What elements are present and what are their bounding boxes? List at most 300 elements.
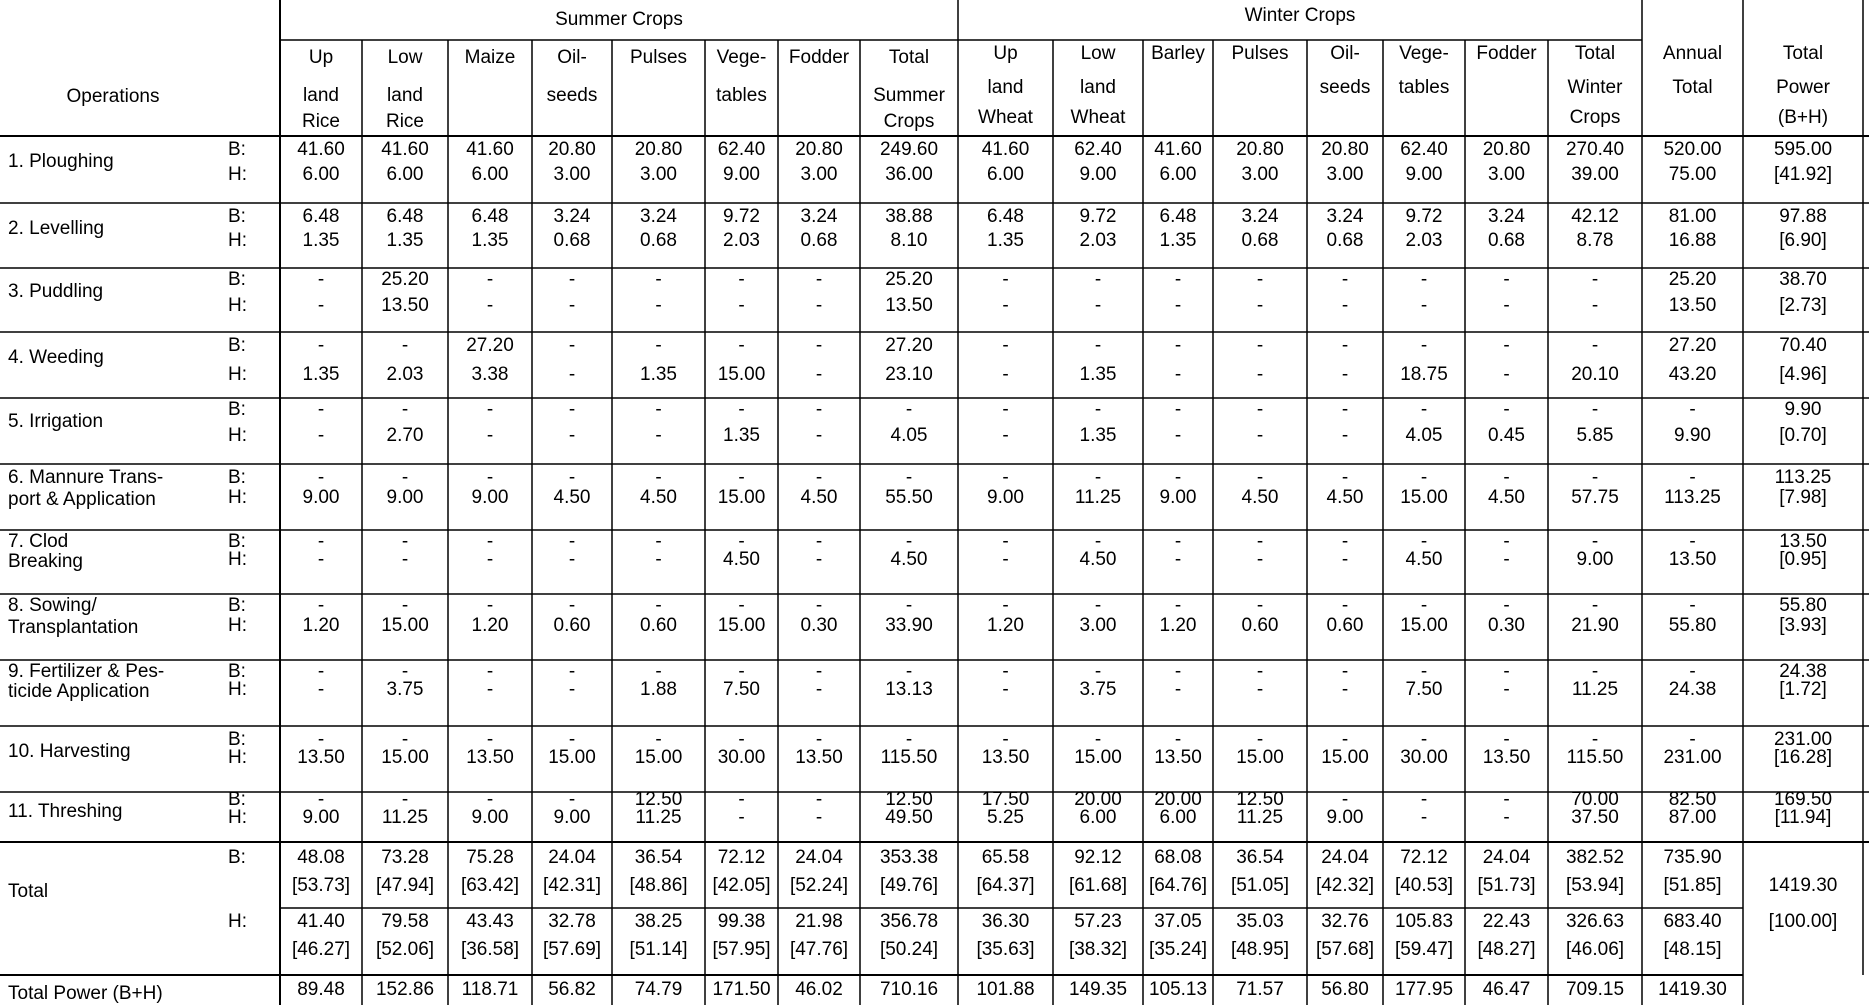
- h-value: -: [317, 679, 325, 700]
- b-value: -: [1689, 467, 1696, 488]
- b-value: -: [655, 269, 662, 290]
- winter-crops-header: Winter Crops: [1244, 5, 1356, 26]
- total-b-value: 24.04: [1321, 847, 1369, 868]
- h-value: 8.78: [1576, 230, 1614, 251]
- b-value: -: [1174, 531, 1182, 552]
- h-value: -: [815, 364, 823, 385]
- total-h-value: 43.43: [466, 911, 514, 932]
- total-b-value: 36.54: [634, 847, 683, 868]
- h-value: 3.00: [1079, 615, 1117, 636]
- b-value: 82.50: [1668, 789, 1717, 810]
- b-value: 62.40: [1400, 139, 1448, 160]
- total-h-percent: [48.95]: [1230, 939, 1290, 960]
- total-b-percent: [63.42]: [460, 875, 520, 896]
- h-value: -: [738, 807, 745, 828]
- column-header: tables: [1398, 77, 1450, 98]
- h-value: 0.30: [1488, 615, 1525, 636]
- h-value: 3.75: [1079, 679, 1117, 700]
- h-value: -: [1503, 807, 1510, 828]
- total-b-value: 72.12: [1400, 847, 1448, 868]
- total-b-percent: [52.24]: [789, 875, 849, 896]
- b-value: 9.90: [1784, 399, 1822, 420]
- b-value: 20.00: [1074, 789, 1122, 810]
- b-value: -: [1503, 729, 1510, 750]
- b-value: 20.00: [1154, 789, 1202, 810]
- column-header: Summer: [873, 85, 945, 106]
- column-header: Up: [308, 47, 334, 68]
- b-value: -: [1341, 729, 1349, 750]
- operation-label: 10. Harvesting: [8, 741, 131, 762]
- b-value: -: [317, 467, 325, 488]
- total-b-percent: [42.05]: [712, 875, 771, 896]
- column-header: land: [303, 85, 339, 106]
- total-power-value: 1419.30: [1658, 979, 1727, 1000]
- b-value: -: [1256, 729, 1264, 750]
- h-value: 0.60: [1326, 615, 1364, 636]
- h-value: 15.00: [1321, 747, 1369, 768]
- total-h-percent: [35.63]: [976, 939, 1035, 960]
- h-value: 13.50: [1482, 747, 1531, 768]
- column-header: Barley: [1151, 43, 1205, 64]
- b-value: -: [568, 729, 576, 750]
- h-value: -: [738, 295, 745, 316]
- h-value: 1.35: [1079, 364, 1117, 385]
- b-value: 24.38: [1779, 661, 1827, 682]
- b-value: -: [738, 789, 745, 810]
- h-marker: H:: [228, 487, 247, 508]
- total-h-percent: [48.27]: [1477, 939, 1536, 960]
- total-power-label: Total Power (B+H): [8, 983, 163, 1004]
- h-value: -: [317, 425, 325, 446]
- b-value: 38.88: [885, 206, 933, 227]
- total-b-value: 735.90: [1663, 847, 1722, 868]
- column-header: land: [387, 85, 423, 106]
- b-value: -: [1689, 661, 1696, 682]
- h-value: 4.50: [1405, 549, 1443, 570]
- total-power-value: 149.35: [1068, 979, 1128, 1000]
- column-header: Total: [1672, 77, 1713, 98]
- total-b-percent: [61.68]: [1068, 875, 1128, 896]
- total-h-value: 683.40: [1663, 911, 1722, 932]
- h-value: -: [1341, 549, 1349, 570]
- h-value: 9.00: [386, 487, 424, 508]
- total-b-percent: [42.31]: [542, 875, 602, 896]
- b-value: -: [1420, 269, 1428, 290]
- b-value: 97.88: [1779, 206, 1827, 227]
- column-header: Fodder: [788, 47, 850, 68]
- total-power-value: 118.71: [461, 979, 519, 1000]
- b-value: -: [815, 399, 823, 420]
- b-marker: B:: [228, 729, 246, 750]
- h-value: 13.50: [1668, 549, 1717, 570]
- operation-label: port & Application: [8, 489, 156, 510]
- h-value: -: [1174, 425, 1182, 446]
- h-value: 1.20: [471, 615, 509, 636]
- column-header: Rice: [301, 111, 341, 132]
- total-b-percent: [42.32]: [1315, 875, 1375, 896]
- h-value: -: [1503, 679, 1510, 700]
- h-value: 11.25: [1074, 487, 1122, 508]
- b-value: 3.24: [553, 206, 591, 227]
- b-value: -: [905, 467, 913, 488]
- total-power-value: 171.50: [712, 979, 771, 1000]
- b-value: -: [905, 595, 913, 616]
- h-value: -: [1174, 549, 1182, 570]
- operation-label: 5. Irrigation: [8, 411, 104, 432]
- b-value: 20.80: [795, 139, 843, 160]
- b-value: -: [738, 531, 745, 552]
- h-value: 20.10: [1571, 364, 1619, 385]
- b-value: 12.50: [885, 789, 933, 810]
- total-h-percent: [50.24]: [879, 939, 939, 960]
- b-value: -: [1420, 531, 1428, 552]
- total-h-value: 99.38: [717, 911, 766, 932]
- h-value: 113.25: [1664, 487, 1721, 508]
- h-value: 0.45: [1488, 425, 1525, 446]
- h-value: 3.00: [800, 164, 838, 185]
- total-h-percent: [51.14]: [629, 939, 688, 960]
- column-header: Low: [387, 47, 423, 68]
- b-value: -: [1591, 467, 1599, 488]
- summer-crops-header: Summer Crops: [555, 9, 683, 30]
- h-value: 0.68: [640, 230, 677, 251]
- column-header: Winter: [1567, 77, 1623, 98]
- column-header: seeds: [1319, 77, 1371, 98]
- column-header: Oil-: [557, 47, 587, 68]
- h-value: 18.75: [1400, 364, 1448, 385]
- h-value: 9.00: [1159, 487, 1197, 508]
- column-header: Wheat: [1070, 107, 1126, 128]
- b-value: -: [1341, 789, 1349, 810]
- h-value: 11.25: [635, 807, 682, 828]
- b-value: 20.80: [548, 139, 596, 160]
- b-value: -: [1420, 335, 1428, 356]
- h-value: 9.00: [553, 807, 591, 828]
- b-value: -: [1094, 269, 1102, 290]
- b-value: -: [1341, 335, 1349, 356]
- column-header: Vege-: [1399, 43, 1449, 64]
- h-value: 30.00: [1400, 747, 1448, 768]
- h-value: [4.96]: [1779, 364, 1827, 385]
- b-marker: B:: [228, 531, 246, 552]
- b-value: 9.72: [1079, 206, 1117, 227]
- h-value: 15.00: [1400, 487, 1448, 508]
- operation-label: 9. Fertilizer & Pes-: [8, 661, 165, 682]
- h-marker: H:: [228, 164, 247, 185]
- total-h-percent: [48.15]: [1663, 939, 1722, 960]
- h-value: 1.35: [471, 230, 509, 251]
- h-value: 3.00: [553, 164, 591, 185]
- b-value: -: [317, 789, 325, 810]
- column-header: Total: [1782, 43, 1824, 64]
- total-h-percent: [52.06]: [375, 939, 435, 960]
- operation-label: ticide Application: [8, 681, 150, 702]
- b-value: 20.80: [1236, 139, 1284, 160]
- column-header: tables: [716, 85, 767, 106]
- column-header: land: [987, 77, 1024, 98]
- h-value: -: [655, 549, 662, 570]
- h-value: 36.00: [885, 164, 933, 185]
- total-b-percent: [47.94]: [375, 875, 435, 896]
- b-value: -: [401, 531, 409, 552]
- b-value: -: [738, 729, 745, 750]
- b-value: 595.00: [1773, 139, 1833, 160]
- b-value: -: [1002, 595, 1009, 616]
- h-marker: H:: [228, 364, 247, 385]
- b-value: -: [1174, 399, 1182, 420]
- b-marker: B:: [228, 269, 246, 290]
- h-value: -: [1002, 679, 1009, 700]
- h-value: [16.28]: [1773, 747, 1833, 768]
- total-h-value: 36.30: [981, 911, 1030, 932]
- b-value: -: [1341, 399, 1349, 420]
- h-value: [0.70]: [1779, 425, 1827, 446]
- b-value: 3.24: [1241, 206, 1279, 227]
- b-value: -: [568, 661, 576, 682]
- h-value: 1.20: [1159, 615, 1197, 636]
- total-b-value: 24.04: [548, 847, 596, 868]
- h-value: 15.00: [717, 364, 766, 385]
- b-value: -: [738, 335, 745, 356]
- b-value: 70.40: [1779, 335, 1827, 356]
- h-value: 7.50: [723, 679, 760, 700]
- total-power-value: 152.86: [375, 979, 435, 1000]
- operation-label: 2. Levelling: [8, 218, 105, 239]
- h-value: 13.50: [795, 747, 843, 768]
- h-value: 11.25: [381, 807, 429, 828]
- b-value: -: [1689, 595, 1696, 616]
- b-value: -: [1094, 467, 1102, 488]
- b-value: -: [1256, 531, 1264, 552]
- b-value: -: [401, 467, 409, 488]
- b-value: -: [1341, 269, 1349, 290]
- b-value: 27.20: [466, 335, 514, 356]
- b-value: -: [1503, 467, 1510, 488]
- b-value: 13.50: [1779, 531, 1827, 552]
- h-value: 21.90: [1571, 615, 1619, 636]
- b-value: -: [1341, 661, 1349, 682]
- total-h-value: 356.78: [879, 911, 939, 932]
- column-header: Crops: [883, 111, 935, 132]
- total-b-value: 382.52: [1565, 847, 1625, 868]
- total-b-value: 65.58: [981, 847, 1030, 868]
- operation-label: 8. Sowing/: [8, 595, 97, 616]
- h-value: 0.60: [1241, 615, 1279, 636]
- b-value: -: [401, 399, 409, 420]
- operation-label: Breaking: [8, 551, 83, 572]
- b-value: 62.40: [717, 139, 766, 160]
- h-value: -: [1002, 364, 1009, 385]
- h-value: 37.50: [1571, 807, 1619, 828]
- h-value: -: [1503, 295, 1510, 316]
- h-value: 1.35: [386, 230, 424, 251]
- b-value: -: [1420, 729, 1428, 750]
- grand-total: 1419.30: [1768, 875, 1838, 896]
- b-marker: B:: [228, 335, 246, 356]
- b-value: -: [905, 729, 913, 750]
- column-header: seeds: [546, 85, 598, 106]
- b-value: -: [1174, 661, 1182, 682]
- b-value: -: [1002, 661, 1009, 682]
- h-value: 9.00: [302, 487, 340, 508]
- b-value: 6.48: [987, 206, 1024, 227]
- column-header: Oil-: [1330, 43, 1360, 64]
- h-value: 4.50: [1241, 487, 1279, 508]
- b-value: 231.00: [1773, 729, 1833, 750]
- h-value: -: [568, 549, 576, 570]
- total-b-percent: [53.73]: [291, 875, 351, 896]
- operation-label: 4. Weeding: [8, 347, 104, 368]
- b-value: -: [1420, 661, 1428, 682]
- h-value: 0.68: [800, 230, 838, 251]
- b-value: -: [738, 661, 745, 682]
- column-header: Fodder: [1476, 43, 1537, 64]
- b-value: -: [317, 399, 325, 420]
- h-marker: H:: [228, 911, 247, 932]
- h-value: -: [568, 425, 576, 446]
- h-value: 4.50: [1326, 487, 1364, 508]
- b-value: 62.40: [1074, 139, 1122, 160]
- b-value: -: [568, 399, 576, 420]
- b-value: 38.70: [1779, 269, 1827, 290]
- b-value: -: [1174, 335, 1182, 356]
- b-value: -: [1256, 661, 1264, 682]
- b-value: 113.25: [1774, 467, 1832, 488]
- operation-label: 6. Mannure Trans-: [8, 467, 164, 488]
- h-value: 15.00: [634, 747, 683, 768]
- b-value: -: [1256, 467, 1264, 488]
- h-value: -: [1002, 549, 1009, 570]
- h-value: 6.00: [471, 164, 509, 185]
- b-marker: B:: [228, 467, 246, 488]
- h-value: 4.50: [553, 487, 591, 508]
- b-value: -: [1002, 531, 1009, 552]
- h-value: 9.90: [1674, 425, 1711, 446]
- b-value: -: [401, 729, 409, 750]
- b-value: 249.60: [879, 139, 939, 160]
- b-value: -: [1002, 399, 1009, 420]
- b-value: -: [486, 399, 494, 420]
- h-value: 15.00: [1400, 615, 1448, 636]
- h-value: 4.50: [723, 549, 760, 570]
- h-value: 9.00: [987, 487, 1024, 508]
- total-b-percent: [40.53]: [1394, 875, 1454, 896]
- h-value: 57.75: [1571, 487, 1619, 508]
- total-h-percent: [38.32]: [1068, 939, 1128, 960]
- b-value: 41.60: [1154, 139, 1202, 160]
- b-value: -: [1341, 531, 1349, 552]
- h-value: 6.00: [386, 164, 424, 185]
- h-value: 0.68: [1326, 230, 1364, 251]
- b-value: -: [568, 335, 576, 356]
- total-h-value: 21.98: [795, 911, 843, 932]
- b-value: -: [1591, 269, 1599, 290]
- h-value: 4.50: [1488, 487, 1525, 508]
- h-value: -: [1503, 364, 1510, 385]
- h-value: 13.50: [981, 747, 1030, 768]
- h-value: -: [317, 295, 325, 316]
- total-b-value: 48.08: [297, 847, 345, 868]
- h-value: -: [1174, 679, 1182, 700]
- h-value: -: [815, 425, 823, 446]
- b-value: -: [738, 399, 745, 420]
- b-value: -: [486, 595, 494, 616]
- b-value: -: [1094, 531, 1102, 552]
- total-power-value: 89.48: [297, 979, 345, 1000]
- h-value: 9.00: [302, 807, 340, 828]
- b-value: -: [1094, 729, 1102, 750]
- h-value: 1.35: [640, 364, 677, 385]
- h-value: 9.00: [1576, 549, 1614, 570]
- h-value: 2.03: [1079, 230, 1117, 251]
- b-value: -: [568, 595, 576, 616]
- b-value: -: [815, 335, 823, 356]
- total-power-value: 101.88: [976, 979, 1035, 1000]
- total-label: Total: [8, 881, 49, 902]
- b-value: -: [1503, 661, 1510, 682]
- h-value: 1.35: [723, 425, 760, 446]
- h-value: 2.03: [1405, 230, 1443, 251]
- b-value: 3.24: [1488, 206, 1525, 227]
- b-value: -: [655, 531, 662, 552]
- total-h-value: 35.03: [1236, 911, 1284, 932]
- b-value: 9.72: [1405, 206, 1443, 227]
- b-value: 42.12: [1571, 206, 1619, 227]
- column-header: Vege-: [716, 47, 767, 68]
- h-value: 9.00: [471, 807, 509, 828]
- total-b-percent: [51.73]: [1477, 875, 1536, 896]
- h-value: -: [1341, 679, 1349, 700]
- total-b-value: 72.12: [717, 847, 766, 868]
- total-power-value: 710.16: [879, 979, 939, 1000]
- b-value: 3.24: [640, 206, 677, 227]
- h-value: 231.00: [1663, 747, 1722, 768]
- b-value: 6.48: [471, 206, 509, 227]
- total-b-percent: [49.76]: [879, 875, 939, 896]
- b-value: 41.60: [381, 139, 429, 160]
- h-value: -: [655, 425, 662, 446]
- h-value: 1.20: [302, 615, 340, 636]
- b-value: -: [1256, 399, 1264, 420]
- h-value: 4.05: [890, 425, 928, 446]
- b-value: -: [401, 595, 409, 616]
- h-marker: H:: [228, 747, 247, 768]
- h-value: -: [1256, 549, 1264, 570]
- total-b-percent: [48.86]: [629, 875, 688, 896]
- b-value: -: [1094, 595, 1102, 616]
- column-header: Pulses: [1231, 43, 1289, 64]
- total-b-value: 68.08: [1154, 847, 1202, 868]
- h-value: -: [1002, 295, 1009, 316]
- h-marker: H:: [228, 615, 247, 636]
- total-b-percent: [51.85]: [1663, 875, 1722, 896]
- h-value: [41.92]: [1773, 164, 1833, 185]
- b-value: -: [815, 595, 823, 616]
- h-value: 15.00: [548, 747, 596, 768]
- column-header: Pulses: [629, 47, 688, 68]
- h-value: -: [1341, 364, 1349, 385]
- b-value: -: [486, 531, 494, 552]
- total-b-percent: [64.76]: [1148, 875, 1208, 896]
- total-h-value: 326.63: [1565, 911, 1625, 932]
- h-value: 1.88: [640, 679, 677, 700]
- b-value: -: [568, 467, 576, 488]
- b-value: 17.50: [981, 789, 1030, 810]
- column-header: (B+H): [1777, 107, 1829, 128]
- total-b-value: 73.28: [381, 847, 429, 868]
- b-value: 6.48: [386, 206, 424, 227]
- h-value: 2.03: [386, 364, 424, 385]
